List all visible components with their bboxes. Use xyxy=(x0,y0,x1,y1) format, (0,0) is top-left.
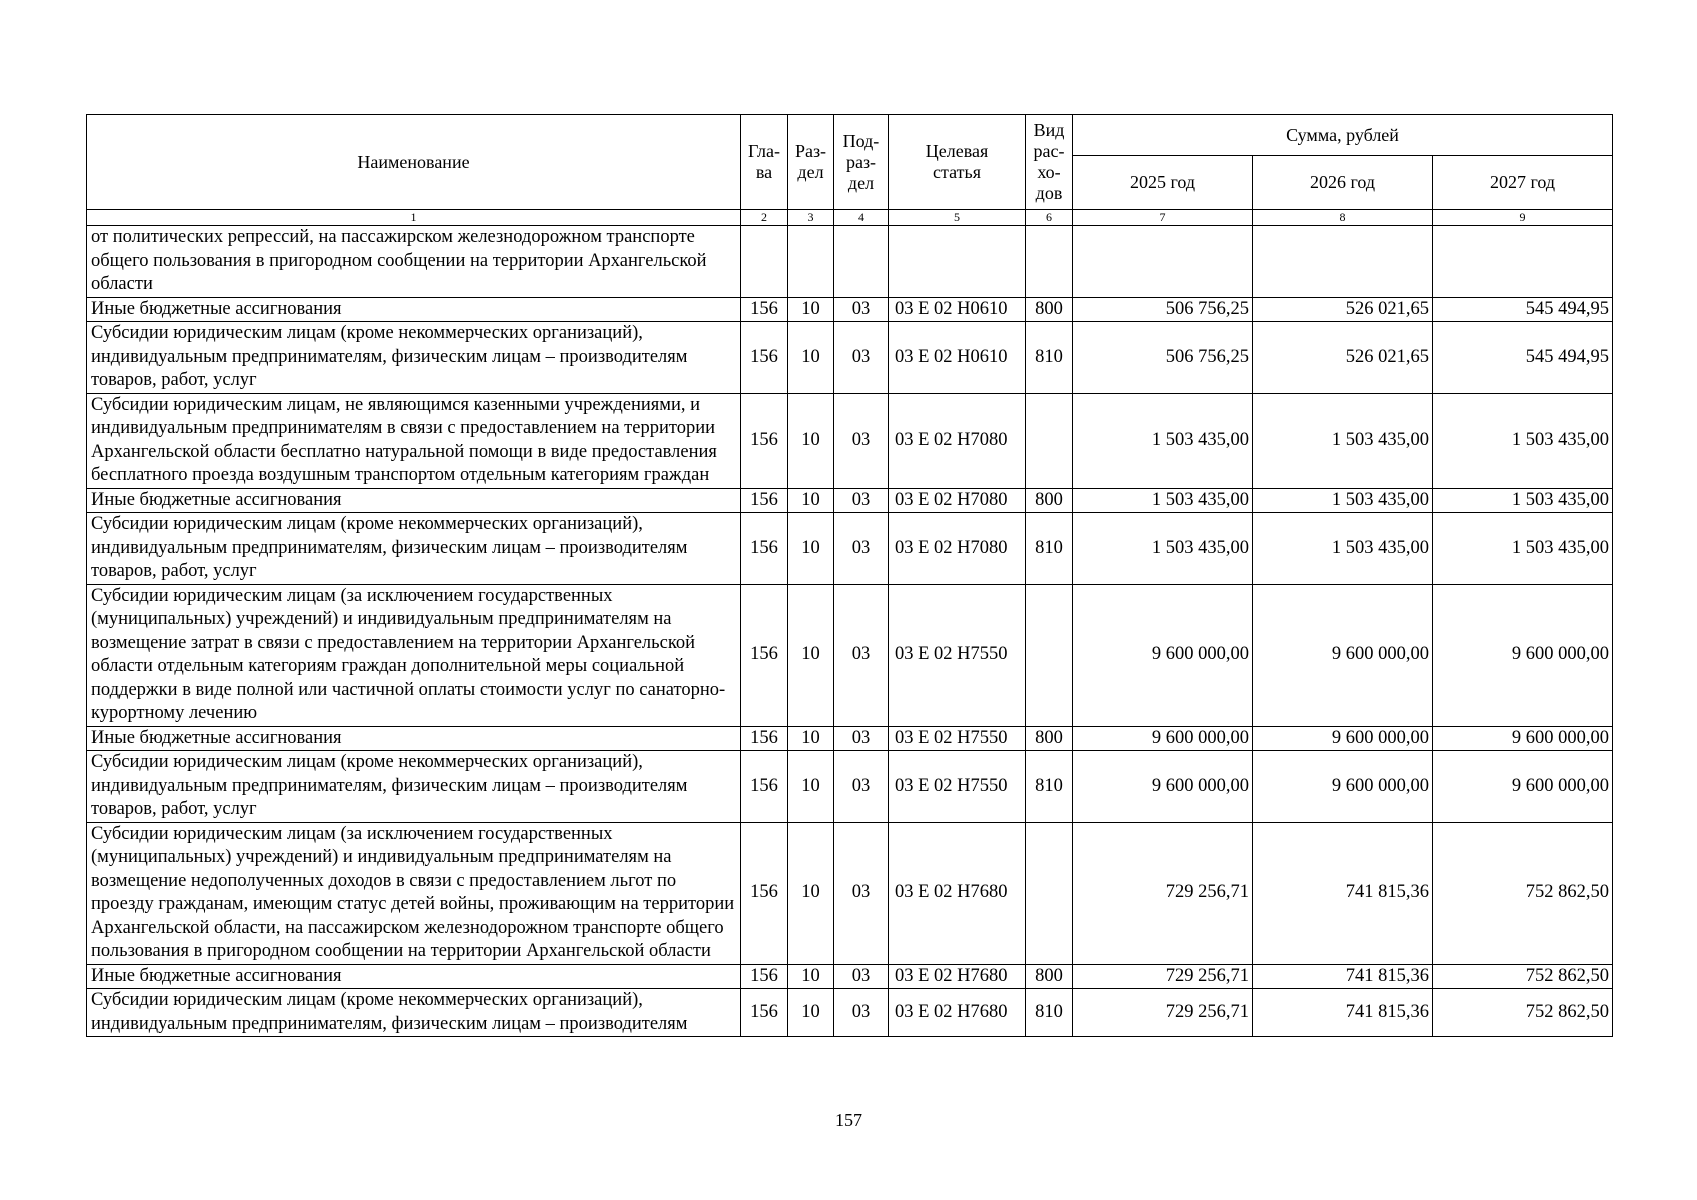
column-numbers-row xyxy=(87,210,1613,226)
header-razdel: Раз-дел xyxy=(788,115,834,210)
name-cell: Субсидии юридическим лицам (кроме некоммерческих организаций), индивидуальным предпринимателям, физическим лицам – производителям товаров, работ, услуг xyxy=(87,513,741,585)
header-celevaya-statya: Целевая статья xyxy=(889,115,1026,210)
name-cell: Иные бюджетные ассигнования xyxy=(87,297,741,322)
name-cell: Субсидии юридическим лицам (за исключением государственных (муниципальных) учреждений) и индивидуальным предпринимателям на возмещение недополученных доходов в связи с предоставлением льгот по проезду гражданам, имеющим статус детей войны, проживающим на территории Архангельской области, на пассажирском железнодорожном транспорте общего пользования в пригородном сообщении на территории Архангельской области xyxy=(87,822,741,964)
table-row xyxy=(87,297,1613,322)
amount-2025-cell: 729 256,71 xyxy=(1073,989,1253,1037)
vid-rashodov-cell: 800 xyxy=(1026,964,1073,989)
glava-cell: 156 xyxy=(741,513,788,585)
amount-2027-cell: 9 600 000,00 xyxy=(1433,584,1613,726)
header-glava: Гла-ва xyxy=(741,115,788,210)
vid-rashodov-cell: 800 xyxy=(1026,726,1073,751)
vid-rashodov-cell: 810 xyxy=(1026,322,1073,394)
podrazdel-cell: 03 xyxy=(834,964,889,989)
amount-2026-cell: 741 815,36 xyxy=(1253,989,1433,1037)
podrazdel-cell: 03 xyxy=(834,584,889,726)
amount-2026-cell: 1 503 435,00 xyxy=(1253,393,1433,488)
celevaya-statya-cell: 03 Е 02 Н7550 xyxy=(889,584,1026,726)
header-summa: Сумма, рублей xyxy=(1073,115,1613,156)
name-cell: от политических репрессий, на пассажирском железнодорожном транспорте общего пользования в пригородном сообщении на территории Архангельской области xyxy=(87,226,741,298)
podrazdel-cell: 03 xyxy=(834,297,889,322)
amount-2027-cell: 1 503 435,00 xyxy=(1433,393,1613,488)
podrazdel-cell: 03 xyxy=(834,822,889,964)
table-row xyxy=(87,964,1613,989)
column-number: 9 xyxy=(1433,210,1613,226)
amount-2025-cell: 9 600 000,00 xyxy=(1073,726,1253,751)
glava-cell: 156 xyxy=(741,822,788,964)
name-cell: Субсидии юридическим лицам (кроме некоммерческих организаций), индивидуальным предпринимателям, физическим лицам – производителям xyxy=(87,989,741,1037)
vid-rashodov-cell: 800 xyxy=(1026,297,1073,322)
amount-2026-cell: 526 021,65 xyxy=(1253,297,1433,322)
amount-2025-cell: 9 600 000,00 xyxy=(1073,751,1253,823)
podrazdel-cell: 03 xyxy=(834,322,889,394)
amount-2025-cell: 1 503 435,00 xyxy=(1073,513,1253,585)
header-vid-rashodov: Вид рас-хо-дов xyxy=(1026,115,1073,210)
amount-2026-cell: 741 815,36 xyxy=(1253,822,1433,964)
glava-cell: 156 xyxy=(741,322,788,394)
razdel-cell: 10 xyxy=(788,393,834,488)
celevaya-statya-cell: 03 Е 02 Н7550 xyxy=(889,751,1026,823)
table-body xyxy=(87,210,1613,1037)
amount-2027-cell: 545 494,95 xyxy=(1433,297,1613,322)
column-number: 8 xyxy=(1253,210,1433,226)
table-row xyxy=(87,751,1613,823)
podrazdel-cell: 03 xyxy=(834,726,889,751)
amount-2025-cell: 9 600 000,00 xyxy=(1073,584,1253,726)
razdel-cell: 10 xyxy=(788,964,834,989)
celevaya-statya-cell: 03 Е 02 Н7080 xyxy=(889,393,1026,488)
podrazdel-cell: 03 xyxy=(834,989,889,1037)
column-number: 3 xyxy=(788,210,834,226)
budget-table xyxy=(86,114,1613,1037)
glava-cell: 156 xyxy=(741,584,788,726)
name-cell: Субсидии юридическим лицам (за исключением государственных (муниципальных) учреждений) и индивидуальным предпринимателям на возмещение затрат в связи с предоставлением на территории Архангельской области отдельным категориям граждан дополнительной меры социальной поддержки в виде полной или частичной оплаты стоимости услуг по санаторно-курортному лечению xyxy=(87,584,741,726)
glava-cell: 156 xyxy=(741,989,788,1037)
header-name: Наименование xyxy=(87,115,741,210)
name-cell: Субсидии юридическим лицам (кроме некоммерческих организаций), индивидуальным предпринимателям, физическим лицам – производителям товаров, работ, услуг xyxy=(87,322,741,394)
vid-rashodov-cell: 810 xyxy=(1026,751,1073,823)
celevaya-statya-cell: 03 Е 02 Н7080 xyxy=(889,488,1026,513)
table-row xyxy=(87,226,1613,298)
page-number: 157 xyxy=(835,1110,862,1130)
header-podrazdel: Под-раз-дел xyxy=(834,115,889,210)
amount-2027-cell xyxy=(1433,226,1613,298)
column-number: 2 xyxy=(741,210,788,226)
vid-rashodov-cell xyxy=(1026,393,1073,488)
razdel-cell: 10 xyxy=(788,488,834,513)
podrazdel-cell: 03 xyxy=(834,751,889,823)
podrazdel-cell: 03 xyxy=(834,513,889,585)
celevaya-statya-cell xyxy=(889,226,1026,298)
amount-2025-cell: 729 256,71 xyxy=(1073,822,1253,964)
amount-2027-cell: 545 494,95 xyxy=(1433,322,1613,394)
column-number: 4 xyxy=(834,210,889,226)
amount-2026-cell: 9 600 000,00 xyxy=(1253,751,1433,823)
amount-2027-cell: 752 862,50 xyxy=(1433,822,1613,964)
glava-cell: 156 xyxy=(741,393,788,488)
razdel-cell: 10 xyxy=(788,513,834,585)
glava-cell: 156 xyxy=(741,964,788,989)
name-cell: Субсидии юридическим лицам (кроме некоммерческих организаций), индивидуальным предпринимателям, физическим лицам – производителям товаров, работ, услуг xyxy=(87,751,741,823)
glava-cell: 156 xyxy=(741,751,788,823)
razdel-cell: 10 xyxy=(788,584,834,726)
amount-2025-cell xyxy=(1073,226,1253,298)
podrazdel-cell xyxy=(834,226,889,298)
column-number: 6 xyxy=(1026,210,1073,226)
vid-rashodov-cell xyxy=(1026,822,1073,964)
header-year-2026: 2026 год xyxy=(1253,156,1433,210)
amount-2027-cell: 752 862,50 xyxy=(1433,989,1613,1037)
celevaya-statya-cell: 03 Е 02 Н0610 xyxy=(889,322,1026,394)
amount-2025-cell: 506 756,25 xyxy=(1073,297,1253,322)
vid-rashodov-cell: 810 xyxy=(1026,989,1073,1037)
vid-rashodov-cell: 800 xyxy=(1026,488,1073,513)
amount-2025-cell: 506 756,25 xyxy=(1073,322,1253,394)
podrazdel-cell: 03 xyxy=(834,393,889,488)
glava-cell: 156 xyxy=(741,297,788,322)
column-number: 7 xyxy=(1073,210,1253,226)
celevaya-statya-cell: 03 Е 02 Н7680 xyxy=(889,822,1026,964)
amount-2026-cell: 741 815,36 xyxy=(1253,964,1433,989)
table-row xyxy=(87,322,1613,394)
amount-2025-cell: 1 503 435,00 xyxy=(1073,393,1253,488)
table-row xyxy=(87,393,1613,488)
table-row xyxy=(87,989,1613,1037)
amount-2026-cell: 9 600 000,00 xyxy=(1253,584,1433,726)
name-cell: Иные бюджетные ассигнования xyxy=(87,964,741,989)
celevaya-statya-cell: 03 Е 02 Н7550 xyxy=(889,726,1026,751)
celevaya-statya-cell: 03 Е 02 Н7680 xyxy=(889,964,1026,989)
table-row xyxy=(87,513,1613,585)
amount-2026-cell: 9 600 000,00 xyxy=(1253,726,1433,751)
razdel-cell: 10 xyxy=(788,751,834,823)
podrazdel-cell: 03 xyxy=(834,488,889,513)
glava-cell xyxy=(741,226,788,298)
table-row xyxy=(87,488,1613,513)
vid-rashodov-cell: 810 xyxy=(1026,513,1073,585)
razdel-cell: 10 xyxy=(788,989,834,1037)
amount-2026-cell: 1 503 435,00 xyxy=(1253,488,1433,513)
glava-cell: 156 xyxy=(741,726,788,751)
razdel-cell: 10 xyxy=(788,822,834,964)
amount-2026-cell xyxy=(1253,226,1433,298)
vid-rashodov-cell xyxy=(1026,584,1073,726)
amount-2026-cell: 526 021,65 xyxy=(1253,322,1433,394)
amount-2027-cell: 752 862,50 xyxy=(1433,964,1613,989)
amount-2025-cell: 1 503 435,00 xyxy=(1073,488,1253,513)
table-row xyxy=(87,726,1613,751)
table-row xyxy=(87,822,1613,964)
vid-rashodov-cell xyxy=(1026,226,1073,298)
header-year-2025: 2025 год xyxy=(1073,156,1253,210)
column-number: 5 xyxy=(889,210,1026,226)
razdel-cell: 10 xyxy=(788,297,834,322)
name-cell: Субсидии юридическим лицам, не являющимся казенными учреждениями, и индивидуальным предпринимателям в связи с предоставлением на территории Архангельской области бесплатно натуральной помощи в виде предоставления бесплатного проезда воздушным транспортом отдельным категориям граждан xyxy=(87,393,741,488)
celevaya-statya-cell: 03 Е 02 Н7080 xyxy=(889,513,1026,585)
razdel-cell: 10 xyxy=(788,322,834,394)
celevaya-statya-cell: 03 Е 02 Н0610 xyxy=(889,297,1026,322)
glava-cell: 156 xyxy=(741,488,788,513)
amount-2026-cell: 1 503 435,00 xyxy=(1253,513,1433,585)
amount-2027-cell: 9 600 000,00 xyxy=(1433,751,1613,823)
amount-2027-cell: 9 600 000,00 xyxy=(1433,726,1613,751)
razdel-cell xyxy=(788,226,834,298)
name-cell: Иные бюджетные ассигнования xyxy=(87,488,741,513)
column-number: 1 xyxy=(87,210,741,226)
celevaya-statya-cell: 03 Е 02 Н7680 xyxy=(889,989,1026,1037)
amount-2027-cell: 1 503 435,00 xyxy=(1433,513,1613,585)
header-year-2027: 2027 год xyxy=(1433,156,1613,210)
amount-2027-cell: 1 503 435,00 xyxy=(1433,488,1613,513)
amount-2025-cell: 729 256,71 xyxy=(1073,964,1253,989)
name-cell: Иные бюджетные ассигнования xyxy=(87,726,741,751)
table-row xyxy=(87,584,1613,726)
razdel-cell: 10 xyxy=(788,726,834,751)
